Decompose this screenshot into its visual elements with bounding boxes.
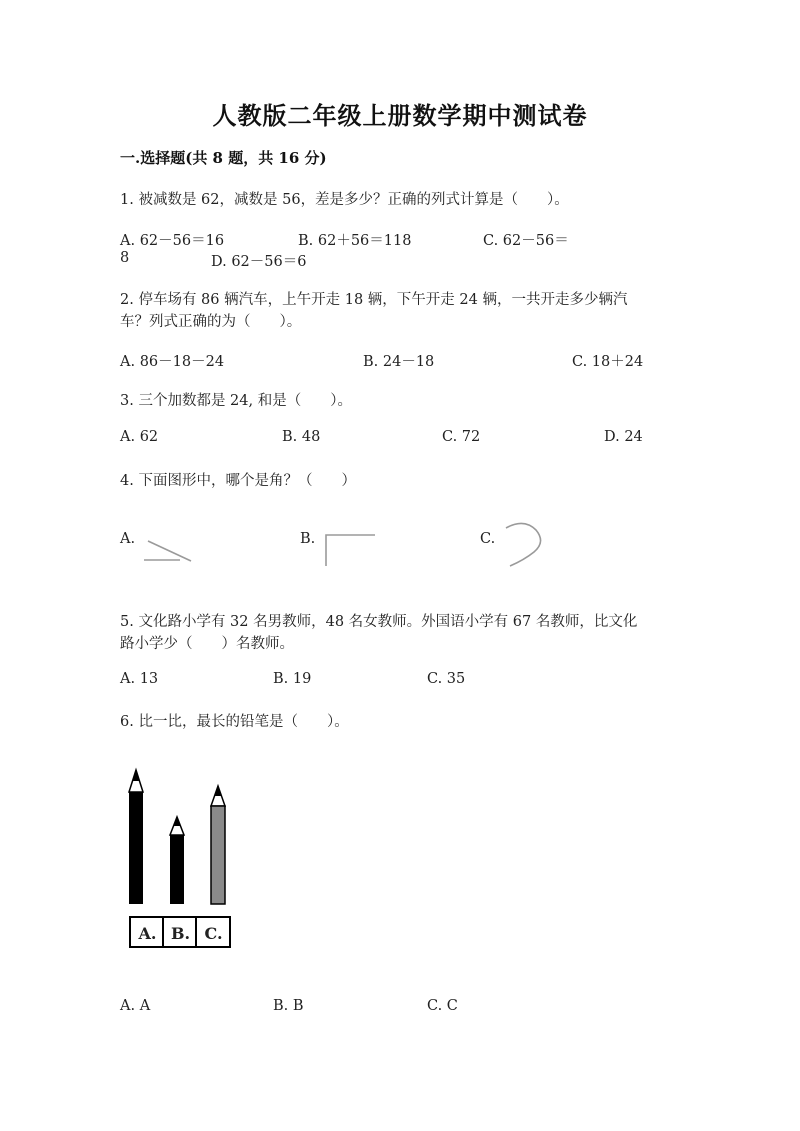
question-6-option-a: A. A <box>120 998 151 1014</box>
question-4-option-b: B. <box>300 531 316 547</box>
pencil-a <box>129 770 143 904</box>
question-2-option-c: C. 18＋24 <box>572 354 644 370</box>
question-3-option-c: C. 72 <box>442 429 481 445</box>
question-3-option-b: B. 48 <box>282 429 321 445</box>
question-3-text: 3. 三个加数都是 24, 和是（ ）。 <box>120 393 352 409</box>
question-1-option-c-wrap: 8 <box>120 250 130 266</box>
question-5-option-b: B. 19 <box>273 671 312 687</box>
question-3-option-d: D. 24 <box>604 429 643 445</box>
question-4-text: 4. 下面图形中，哪个是角？（ ） <box>120 473 356 489</box>
question-4-option-a: A. <box>120 531 136 547</box>
question-1-option-c: C. 62－56＝ <box>483 233 569 249</box>
question-1-text: 1. 被减数是 62，减数是 56，差是多少？正确的列式计算是（ ）。 <box>120 192 569 208</box>
question-1-option-d: D. 62－56＝6 <box>211 254 307 270</box>
section-heading: 一.选择题(共 8 题，共 16 分) <box>120 149 327 167</box>
question-5-text-line1: 5. 文化路小学有 32 名男教师，48 名女教师。外国语小学有 67 名教师，比文化 <box>120 614 638 630</box>
question-5-option-a: A. 13 <box>120 671 159 687</box>
question-5-option-c: C. 35 <box>427 671 466 687</box>
figure-b-angle <box>320 530 380 570</box>
pencil-b <box>170 817 184 904</box>
question-6-option-b: B. B <box>273 998 304 1014</box>
question-1-option-b: B. 62＋56＝118 <box>298 233 412 249</box>
question-1-option-a: A. 62－56＝16 <box>120 233 225 249</box>
question-3-option-a: A. 62 <box>120 429 159 445</box>
question-4-option-c: C. <box>480 531 496 547</box>
question-6-text: 6. 比一比，最长的铅笔是（ ）。 <box>120 714 349 730</box>
page-title: 人教版二年级上册数学期中测试卷 <box>212 101 588 130</box>
question-5-text-line2: 路小学少（ ）名教师。 <box>120 636 294 652</box>
pencil-c <box>211 786 225 904</box>
question-2-text-line2: 车？列式正确的为（ ）。 <box>120 314 302 330</box>
question-2-option-b: B. 24－18 <box>363 354 435 370</box>
figure-c-curve <box>500 518 550 570</box>
pencil-label-b: B. <box>170 924 191 943</box>
question-2-text-line1: 2. 停车场有 86 辆汽车，上午开走 18 辆，下午开走 24 辆，一共开走多少辆汽 <box>120 292 628 308</box>
question-6-option-c: C. C <box>427 998 458 1014</box>
pencil-label-a: A. <box>138 924 157 943</box>
figure-a-lines <box>140 535 200 567</box>
question-2-option-a: A. 86－18－24 <box>120 354 225 370</box>
pencil-label-c: C. <box>204 924 223 943</box>
